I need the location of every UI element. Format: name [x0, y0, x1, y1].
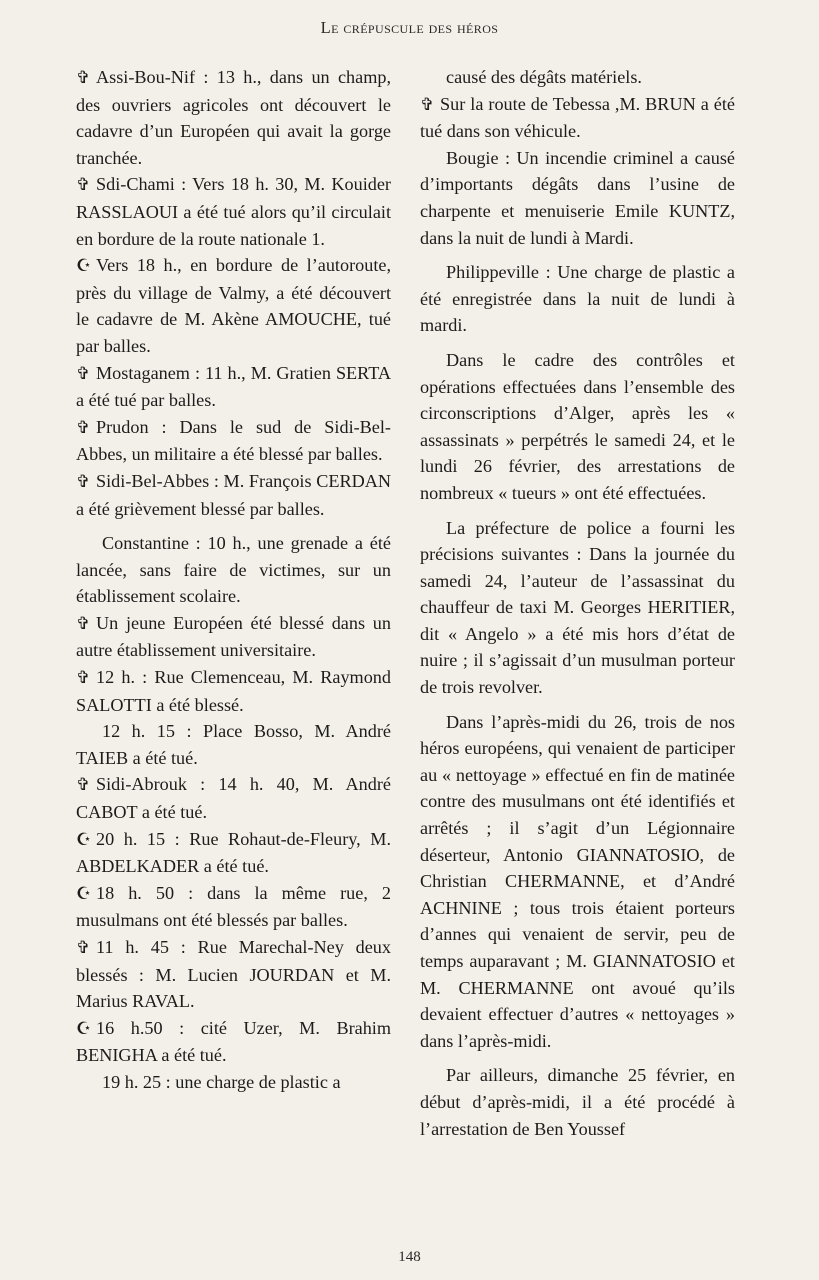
paragraph-text: Vers 18 h., en bordure de l’autoroute, près du village de Valmy, a été découvert le cadavre de M. Akène AMOUCHE, tué par balles.	[76, 255, 391, 356]
paragraph	[76, 826, 391, 880]
crescent-icon: ☪	[76, 256, 92, 276]
paragraph	[76, 1015, 391, 1069]
paragraph	[420, 515, 735, 701]
running-header: Le crépuscule des héros	[320, 18, 499, 37]
crescent-icon: ☪	[76, 829, 92, 849]
paragraph-text: 11 h. 45 : Rue Marechal-Ney deux blessés : M. Lucien JOURDAN et M. Marius RAVAL.	[76, 937, 391, 1012]
paragraph	[76, 880, 391, 934]
paragraph	[76, 664, 391, 718]
paragraph	[76, 64, 391, 171]
paragraph	[76, 718, 391, 771]
paragraph-text: 19 h. 25 : une charge de plastic a	[102, 1071, 341, 1092]
paragraph-text: Sur la route de Tebessa ,M. BRUN a été tué dans son véhicule.	[420, 93, 735, 142]
paragraph-text: 20 h. 15 : Rue Rohaut-de-Fleury, M. ABDELKADER a été tué.	[76, 828, 391, 877]
paragraph	[76, 530, 391, 610]
paragraph-text: Bougie : Un incendie criminel a causé d’importants dégâts dans l’usine de charpente et menuiserie Emile KUNTZ, dans la nuit de lundi à Mardi.	[420, 147, 735, 248]
paragraph	[76, 771, 391, 825]
crescent-icon: ☪	[76, 1018, 92, 1038]
paragraph	[76, 934, 391, 1015]
paragraph-text: Par ailleurs, dimanche 25 février, en début d’après-midi, il a été procédé à l’arrestation de Ben Youssef	[420, 1065, 735, 1139]
cross-icon: ✞	[420, 94, 435, 114]
cross-icon: ✞	[76, 668, 91, 688]
paragraph	[76, 360, 391, 414]
paragraph-text: Philippeville : Une charge de plastic a été enregistrée dans la nuit de lundi à mardi.	[420, 262, 735, 336]
paragraph	[76, 1069, 391, 1096]
crescent-icon: ☪	[76, 883, 92, 903]
paragraph-text: 12 h. : Rue Clemenceau, M. Raymond SALOTTI a été blessé.	[76, 667, 391, 715]
paragraph-text: 16 h.50 : cité Uzer, M. Brahim BENIGHA a été tué.	[76, 1017, 391, 1066]
paragraph	[76, 171, 391, 252]
cross-icon: ✞	[76, 471, 91, 491]
paragraph-text: Assi-Bou-Nif : 13 h., dans un champ, des ouvriers agricoles ont découvert le cadavre d’un Européen qui avait la gorge tranchée.	[76, 67, 391, 168]
paragraph	[76, 252, 391, 359]
paragraph	[420, 1062, 735, 1142]
paragraph-text: Constantine : 10 h., une grenade a été lancée, sans faire de victimes, sur un établissement scolaire.	[76, 533, 391, 607]
paragraph-text: La préfecture de police a fourni les précisions suivantes : Dans la journée du samedi 24, l’auteur de l’assassinat du chauffeur de taxi M. Georges HERITIER, dit « Angelo » a été mis hors d’état de nuire ; il s’agissait d’un musulman porteur de trois revolver.	[420, 517, 735, 698]
paragraph	[420, 145, 735, 251]
paragraph-text: 12 h. 15 : Place Bosso, M. André TAIEB a été tué.	[76, 721, 391, 768]
paragraph-text: Sdi-Chami : Vers 18 h. 30, M. Kouider RASSLAOUI a été tué alors qu’il circulait en bordure de la route nationale 1.	[76, 174, 391, 249]
paragraph	[76, 414, 391, 468]
paragraph-text: Dans l’après-midi du 26, trois de nos héros européens, qui venaient de participer au « nettoyage » effectué en fin de matinée contre des musulmans ont été identifiés et arrêtés ; il s’agit d’un Légionnaire déserteur, Antonio GIANNATOSIO, de Christian CHERMANNE, et d’André ACHNINE ; tous trois étaient porteurs d’annes qui venaient de servir, peu de temps auparavant ; M. GIANNATOSIO et M. CHERMANNE ont avoué qu’ils devaient effectuer d’autres « nettoyages » dans l’après-midi.	[420, 711, 735, 1051]
cross-icon: ✞	[76, 613, 91, 633]
cross-icon: ✞	[76, 68, 91, 87]
paragraph	[420, 64, 735, 91]
paragraph	[76, 468, 391, 522]
cross-icon: ✞	[76, 417, 91, 437]
cross-icon: ✞	[76, 363, 91, 383]
paragraph	[76, 610, 391, 664]
paragraph-text: Sidi-Abrouk : 14 h. 40, M. André CABOT a été tué.	[76, 774, 391, 823]
paragraph	[420, 259, 735, 339]
paragraph-text: 18 h. 50 : dans la même rue, 2 musulmans ont été blessés par balles.	[76, 882, 391, 931]
right-column	[420, 64, 735, 1142]
cross-icon: ✞	[76, 175, 91, 195]
cross-icon: ✞	[76, 775, 91, 795]
paragraph-text: Mostaganem : 11 h., M. Gratien SERTA a été tué par balles.	[76, 362, 391, 411]
left-column	[76, 64, 391, 1096]
paragraph-text: Prudon : Dans le sud de Sidi-Bel-Abbes, un militaire a été blessé par balles.	[76, 416, 391, 465]
paragraph	[420, 347, 735, 507]
paragraph-text: causé des dégâts matériels.	[446, 67, 642, 87]
paragraph	[420, 91, 735, 145]
paragraph-text: Sidi-Bel-Abbes : M. François CERDAN a été grièvement blessé par balles.	[76, 470, 391, 519]
paragraph-text: Un jeune Européen été blessé dans un autre établissement universitaire.	[76, 612, 391, 661]
paragraph	[420, 709, 735, 1055]
paragraph-text: Dans le cadre des contrôles et opérations effectuées dans l’ensemble des circonscriptions d’Alger, après les « assassinats » perpétrés le samedi 24, et le lundi 26 février, des arrestations de nombreux « tueurs » ont été effectuées.	[420, 349, 735, 503]
cross-icon: ✞	[76, 938, 91, 957]
page-number: 148	[398, 1249, 421, 1265]
